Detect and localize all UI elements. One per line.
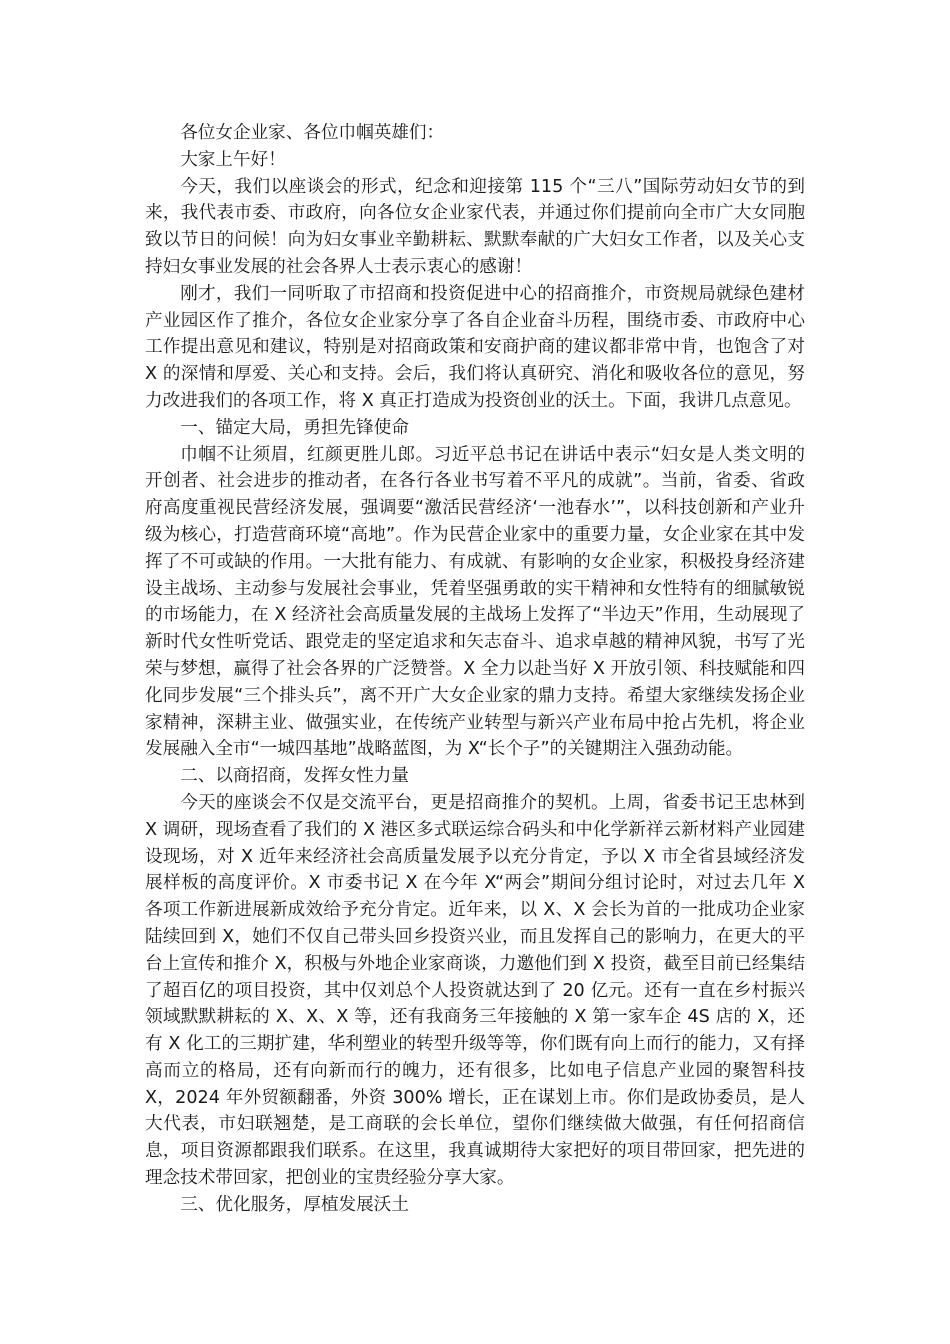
salutation: 各位女企业家、各位巾帼英雄们： (180, 123, 445, 143)
paragraph-opening: 今天，我们以座谈会的形式，纪念和迎接第 115 个“三八”国际劳动妇女节的到来，我代表市委、市政府，向各位女企业家代表，并通过你们提前向全市广大女同胞致以节日的问候！向为妇女事业辛勤耕耘、默默奉献的广大妇女工作者，以及关心支持妇女事业发展的社会各界人士表示衷心的感谢！ (145, 176, 805, 277)
section-body-1: 巾帼不让须眉，红颜更胜儿郎。习近平总书记在讲话中表示“妇女是人类文明的开创者、社会进步的推动者，在各行各业书写着不平凡的成就”。当前，省委、省政府高度重视民营经济发展，强调要“激活民营经济‘一池春水’”，以科技创新和产业升级为核心，打造营商环境“高地”。作为民营企业家中的重要力量，女企业家在其中发挥了不可或缺的作用。一大批有能力、有成就、有影响的女企业家，积极投身经济建设主战场、主动参与发展社会事业，凭着坚强勇敢的实干精神和女性特有的细腻敏锐的市场能力，在 X 经济社会高质量发展的主战场上发挥了“半边天”作用，生动展现了新时代女性听党话、跟党走的坚定追求和矢志奋斗、追求卓越的精神风貌，书写了光荣与梦想，赢得了社会各界的广泛赞誉。X 全力以赴当好 X 开放引领、科技赋能和四化同步发展“三个排头兵”，离不开广大女企业家的鼎力支持。希望大家继续发扬企业家精神，深耕主业、做强实业，在传统产业转型与新兴产业布局中抢占先机，将企业发展融入全市“一城四基地”战略蓝图，为 X“长个子”的关键期注入强劲动能。 (145, 444, 805, 760)
section-heading-1: 一、锚定大局，勇担先锋使命 (180, 417, 409, 438)
section-heading-2: 二、以商招商，发挥女性力量 (180, 766, 409, 787)
section-body-2: 今天的座谈会不仅是交流平台，更是招商推介的契机。上周，省委书记王忠林到 X 调研，现场查看了我们的 X 港区多式联运综合码头和中化学新祥云新材料产业园建设现场，对 X 近年来经济社会高质量发展予以充分肯定，予以 X 市全省县域经济发展样板的高度评价。X 市委书记 X 在今年 X“两会”期间分组讨论时，对过去几年 X 各项工作新进展新成效给予充分肯定。近年来，以 X、X 会长为首的一批成功企业家陆续回到 X，她们不仅自己带头回乡投资兴业，而且发挥自己的影响力，在更大的平台上宣传和推介 X，积极与外地企业家商谈，力邀他们到 X 投资，截至目前已经集结了超百亿的项目投资，其中仅刘总个人投资就达到了 20 亿元。还有一直在乡村振兴领域默默耕耘的 X、X、X 等，还有我商务三年接触的 X 第一家车企 4S 店的 X，还有 X 化工的三期扩建，华利塑业的转型升级等等，你们既有向上而行的能力，又有择高而立的格局，还有向新而行的魄力，还有很多，比如电子信息产业园的聚智科技 X，2024 年外贸额翻番，外资 300% 增长，正在谋划上市。你们是政协委员，是人大代表，市妇联翘楚，是工商联的会长单位，望你们继续做大做强，有任何招商信息，项目资源都跟我们联系。在这里，我真诚期待大家把好的项目带回家，把先进的理念技术带回家，把创业的宝贵经验分享大家。 (145, 792, 805, 1189)
section-heading-3: 三、优化服务，厚植发展沃土 (180, 1194, 409, 1215)
greeting: 大家上午好！ (180, 149, 286, 170)
document-page (145, 120, 805, 1219)
paragraph-review: 刚才，我们一同听取了市招商和投资促进中心的招商推介，市资规局就绿色建材产业园区作了推介，各位女企业家分享了各自企业奋斗历程，围绕市委、市政府中心工作提出意见和建议，特别是对招商政策和安商护商的建议都非常中肯，也饱含了对 X 的深情和厚爱、关心和支持。会后，我们将认真研究、消化和吸收各位的意见，努力改进我们的各项工作，将 X 真正打造成为投资创业的沃土。下面，我讲几点意见。 (145, 283, 805, 411)
